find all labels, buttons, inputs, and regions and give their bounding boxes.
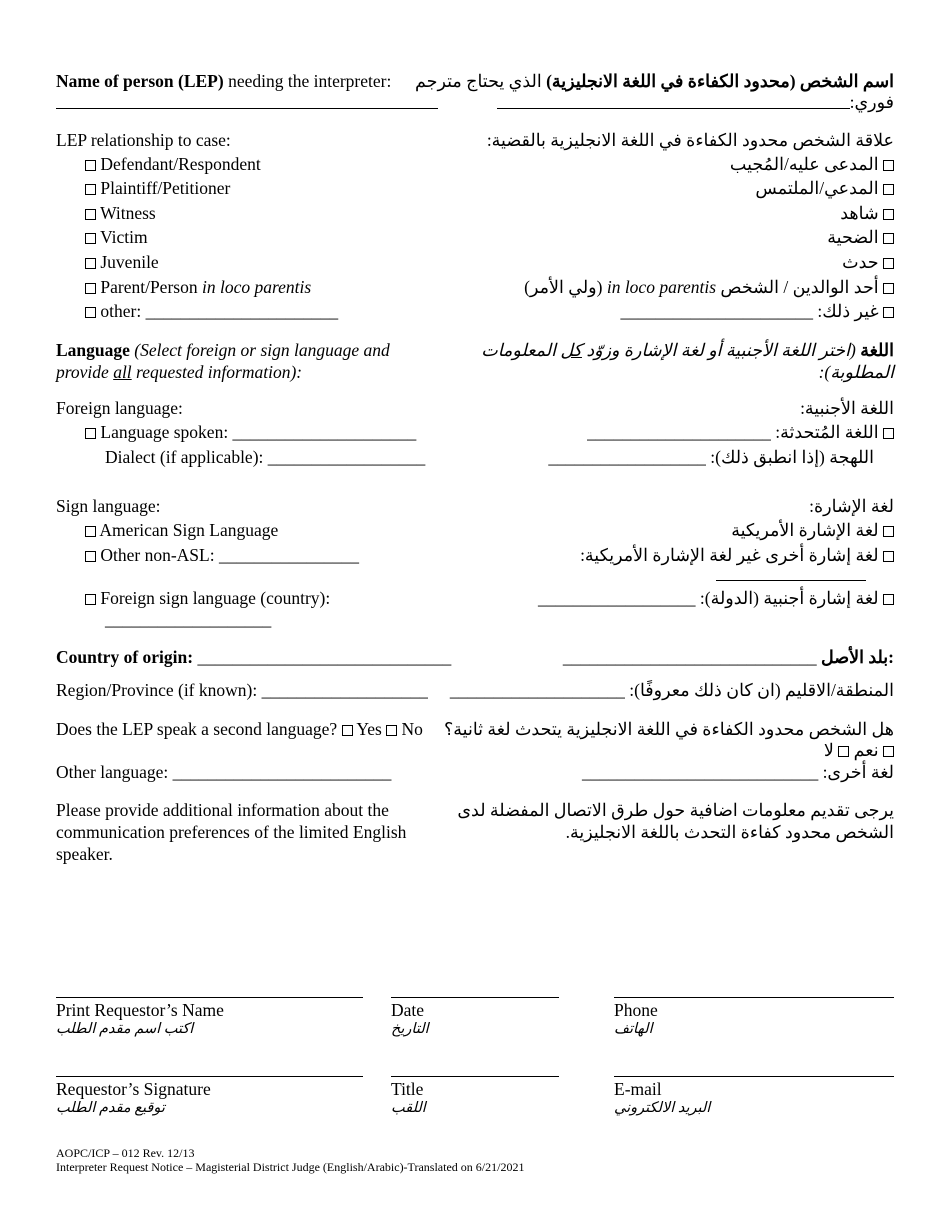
- phone-line[interactable]: [614, 997, 894, 998]
- foreign-language-label: Foreign language:: [56, 398, 183, 418]
- option-defendant-ar: المدعى عليه/المُجيب: [730, 154, 894, 175]
- print-name-label-ar: اكتب اسم مقدم الطلب: [56, 1021, 194, 1037]
- second-language-question: Does the LEP speak a second language? Yes No: [56, 719, 423, 739]
- checkbox-victim[interactable]: [85, 233, 96, 244]
- language-heading-ar: اللغة (اختر اللغة الأجنبية أو لغة الإشارة وزوّد كل المعلومات: [481, 340, 894, 360]
- checkbox-no-ar[interactable]: [838, 746, 849, 757]
- language-instructions: provide all requested information):: [56, 362, 303, 382]
- country-of-origin-field-ar[interactable]: _____________________________ بلد الأصل:: [562, 647, 894, 667]
- checkbox-language-spoken-ar[interactable]: [883, 428, 894, 439]
- sign-language-label-ar: لغة الإشارة:: [809, 496, 894, 516]
- form-description: Interpreter Request Notice – Magisterial District Judge (English/Arabic)-Translated on 6/21/2021: [56, 1160, 525, 1174]
- date-line[interactable]: [391, 997, 559, 998]
- option-other-non-asl-ar: لغة إشارة أخرى غير لغة الإشارة الأمريكية:: [580, 545, 894, 566]
- checkbox-witness[interactable]: [85, 209, 96, 220]
- foreign-sign-input-line[interactable]: ___________________: [105, 609, 272, 629]
- additional-info-line-3: speaker.: [56, 844, 113, 864]
- checkbox-foreign-sign[interactable]: [85, 594, 96, 605]
- print-name-line[interactable]: [56, 997, 363, 998]
- print-name-label: Print Requestor’s Name: [56, 1000, 224, 1020]
- option-foreign-sign: Foreign sign language (country):: [85, 588, 330, 609]
- option-parent-ar: (ولي الأمر) in loco parentis أحد الوالدين / الشخص: [524, 277, 894, 298]
- language-instructions-ar: المطلوبة):: [818, 362, 894, 382]
- checkbox-other-ar[interactable]: [883, 307, 894, 318]
- language-spoken-field[interactable]: Language spoken: _____________________: [85, 422, 416, 443]
- dialect-field[interactable]: Dialect (if applicable): __________________: [105, 447, 426, 467]
- lep-name-label-ar-line2: فوري:: [849, 92, 894, 112]
- lep-name-label: Name of person (LEP) needing the interpreter:: [56, 71, 392, 91]
- second-language-question-ar: هل الشخص محدود الكفاءة في اللغة الانجليزية يتحدث لغة ثانية؟: [444, 719, 894, 739]
- title-line[interactable]: [391, 1076, 559, 1077]
- region-field[interactable]: Region/Province (if known): ___________________: [56, 680, 428, 700]
- option-plaintiff-ar: المدعي/الملتمس: [755, 178, 894, 199]
- option-witness: Witness: [85, 203, 156, 224]
- signature-label-ar: توقيع مقدم الطلب: [56, 1100, 165, 1116]
- option-plaintiff: Plaintiff/Petitioner: [85, 178, 230, 199]
- other-language-field[interactable]: Other language: _________________________: [56, 762, 392, 782]
- additional-info-line-1: Please provide additional information about the: [56, 800, 389, 820]
- option-defendant: Defendant/Respondent: [85, 154, 261, 175]
- checkbox-foreign-sign-ar[interactable]: [883, 594, 894, 605]
- checkbox-plaintiff-ar[interactable]: [883, 184, 894, 195]
- checkbox-asl-ar[interactable]: [883, 526, 894, 537]
- language-spoken-field-ar[interactable]: اللغة المُتحدثة: _____________________: [587, 422, 894, 443]
- dialect-field-ar[interactable]: اللهجة (إذا انطبق ذلك): __________________: [548, 447, 874, 467]
- checkbox-defendant-ar[interactable]: [883, 160, 894, 171]
- option-victim: Victim: [85, 227, 148, 248]
- additional-info-line-2: communication preferences of the limited English: [56, 822, 407, 842]
- lep-name-input-line[interactable]: [56, 108, 438, 109]
- checkbox-asl[interactable]: [85, 526, 96, 537]
- option-other-non-asl[interactable]: Other non-ASL: ________________: [85, 545, 359, 566]
- lep-name-label-ar: اسم الشخص (محدود الكفاءة في اللغة الانجليزية) الذي يحتاج مترجم: [415, 71, 894, 91]
- email-label-ar: البريد الالكتروني: [614, 1100, 711, 1116]
- checkbox-juvenile[interactable]: [85, 258, 96, 269]
- country-of-origin-field[interactable]: Country of origin: _____________________________: [56, 647, 452, 667]
- checkbox-other[interactable]: [85, 307, 96, 318]
- additional-info-ar-line-1: يرجى تقديم معلومات اضافية حول طرق الاتصال المفضلة لدى: [457, 800, 894, 820]
- date-label: Date: [391, 1000, 425, 1020]
- relationship-label-ar: علاقة الشخص محدود الكفاءة في اللغة الانجليزية بالقضية:: [486, 130, 894, 150]
- checkbox-language-spoken[interactable]: [85, 428, 96, 439]
- option-other: other: ______________________: [85, 301, 338, 322]
- phone-label-ar: الهاتف: [614, 1021, 653, 1037]
- option-asl: American Sign Language: [85, 520, 278, 541]
- option-witness-ar: شاهد: [840, 203, 894, 224]
- other-non-asl-input-line-ar[interactable]: [716, 580, 866, 581]
- signature-line[interactable]: [56, 1076, 363, 1077]
- checkbox-no[interactable]: [386, 725, 397, 736]
- form-code: AOPC/ICP – 012 Rev. 12/13: [56, 1146, 195, 1160]
- date-label-ar: التاريخ: [391, 1021, 429, 1037]
- checkbox-plaintiff[interactable]: [85, 184, 96, 195]
- checkbox-yes[interactable]: [342, 725, 353, 736]
- title-label: Title: [391, 1079, 424, 1099]
- language-heading: Language (Select foreign or sign language and: [56, 340, 390, 360]
- option-juvenile: Juvenile: [85, 252, 159, 273]
- checkbox-victim-ar[interactable]: [883, 233, 894, 244]
- foreign-language-label-ar: اللغة الأجنبية:: [800, 398, 894, 418]
- option-victim-ar: الضحية: [827, 227, 894, 248]
- signature-label: Requestor’s Signature: [56, 1079, 211, 1099]
- lep-name-input-line-ar[interactable]: [497, 108, 850, 109]
- option-other-ar: غير ذلك: ______________________: [621, 301, 894, 322]
- email-label: E-mail: [614, 1079, 662, 1099]
- phone-label: Phone: [614, 1000, 658, 1020]
- title-label-ar: اللقب: [391, 1100, 426, 1116]
- region-field-ar[interactable]: المنطقة/الاقليم (ان كان ذلك معروفًا): ____________________: [449, 680, 894, 700]
- option-parent: Parent/Person in loco parentis: [85, 277, 311, 298]
- checkbox-witness-ar[interactable]: [883, 209, 894, 220]
- checkbox-other-non-asl-ar[interactable]: [883, 551, 894, 562]
- checkbox-juvenile-ar[interactable]: [883, 258, 894, 269]
- option-juvenile-ar: حدث: [842, 252, 894, 273]
- checkbox-other-non-asl[interactable]: [85, 551, 96, 562]
- option-foreign-sign-ar[interactable]: لغة إشارة أجنبية (الدولة): __________________: [538, 588, 894, 609]
- option-asl-ar: لغة الإشارة الأمريكية: [731, 520, 894, 541]
- email-line[interactable]: [614, 1076, 894, 1077]
- checkbox-yes-ar[interactable]: [883, 746, 894, 757]
- additional-info-ar-line-2: الشخص محدود كفاءة التحدث باللغة الانجليزية.: [565, 822, 894, 842]
- relationship-label: LEP relationship to case:: [56, 130, 231, 150]
- second-language-options-ar: نعم لا: [824, 740, 894, 761]
- checkbox-parent[interactable]: [85, 283, 96, 294]
- other-language-field-ar[interactable]: لغة أخرى: ___________________________: [581, 762, 894, 782]
- sign-language-label: Sign language:: [56, 496, 161, 516]
- checkbox-parent-ar[interactable]: [883, 283, 894, 294]
- checkbox-defendant[interactable]: [85, 160, 96, 171]
